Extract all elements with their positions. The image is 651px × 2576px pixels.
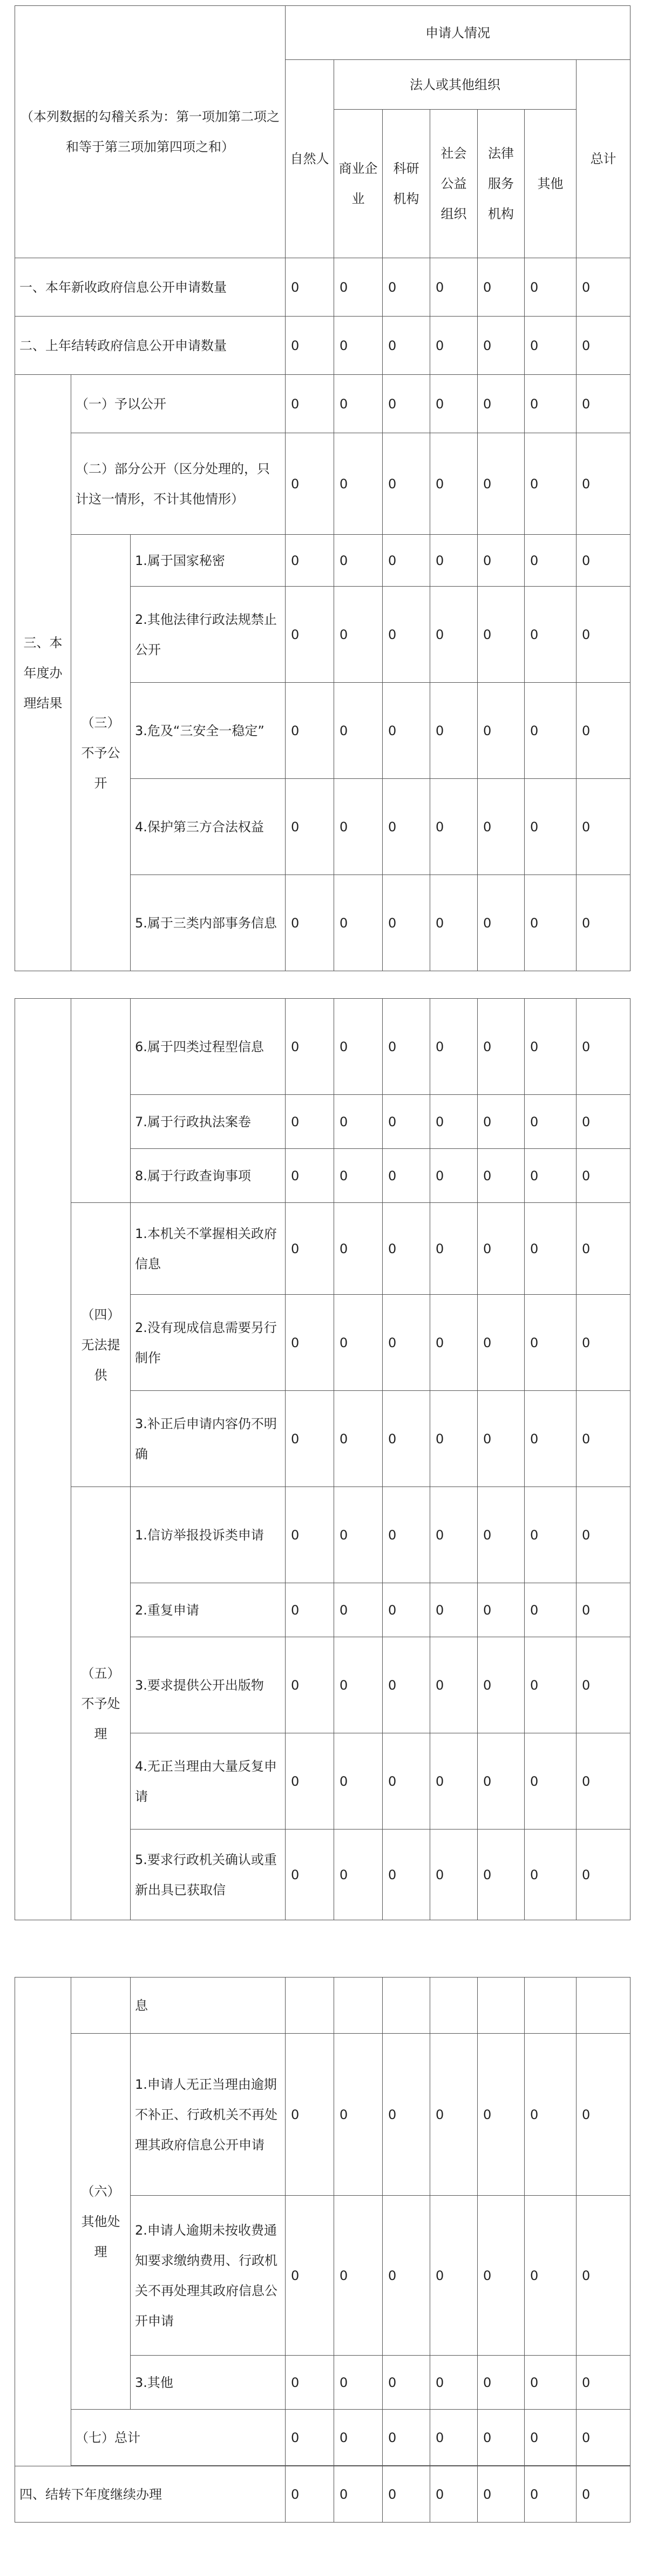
cell-value: 0 [577, 1637, 630, 1733]
cell-value: 0 [430, 258, 478, 317]
cell-value: 0 [577, 258, 630, 317]
row-label-continuation: 息 [131, 1978, 286, 2034]
cell-value: 0 [383, 587, 430, 683]
cell-value: 0 [334, 1095, 383, 1149]
cell-value: 0 [577, 2410, 630, 2466]
cell-value: 0 [525, 1733, 577, 1830]
cell-value: 0 [478, 1095, 525, 1149]
group-continuation [71, 1978, 131, 2034]
cell-blank [525, 1978, 577, 2034]
group-label: （五）不予处理 [71, 1487, 131, 1920]
cell-value: 0 [525, 2410, 577, 2466]
cell-value: 0 [286, 2196, 334, 2356]
row-label: （二）部分公开（区分处理的，只计这一情形，不计其他情形） [71, 433, 286, 535]
cell-value: 0 [383, 999, 430, 1095]
cell-value: 0 [577, 433, 630, 535]
cell-value: 0 [383, 2356, 430, 2410]
cell-value: 0 [525, 2196, 577, 2356]
cell-value: 0 [525, 433, 577, 535]
cell-value: 0 [430, 317, 478, 375]
cell-value: 0 [286, 875, 334, 971]
cell-value: 0 [577, 1733, 630, 1830]
cell-value: 0 [383, 1295, 430, 1391]
cell-value: 0 [383, 1391, 430, 1487]
cell-value: 0 [430, 1733, 478, 1830]
cell-value: 0 [525, 875, 577, 971]
cell-value: 0 [478, 2356, 525, 2410]
cell-value: 0 [383, 1487, 430, 1583]
cell-value: 0 [478, 2466, 525, 2523]
cell-value: 0 [478, 1149, 525, 1203]
cell-value: 0 [525, 1583, 577, 1637]
cell-value: 0 [430, 2410, 478, 2466]
cell-value: 0 [383, 433, 430, 535]
cell-value: 0 [383, 1203, 430, 1295]
cell-value: 0 [334, 258, 383, 317]
cell-value: 0 [334, 535, 383, 587]
cell-value: 0 [334, 1637, 383, 1733]
cell-value: 0 [478, 1733, 525, 1830]
cell-value: 0 [286, 999, 334, 1095]
cell-value: 0 [525, 375, 577, 433]
cell-value: 0 [334, 1295, 383, 1391]
cell-value: 0 [383, 1583, 430, 1637]
cell-value: 0 [478, 1203, 525, 1295]
cell-value: 0 [430, 375, 478, 433]
cell-value: 0 [286, 1391, 334, 1487]
cell-value: 0 [478, 1583, 525, 1637]
group-continuation [71, 999, 131, 1203]
header-research: 科研机构 [383, 110, 430, 258]
row-label: 8.属于行政查询事项 [131, 1149, 286, 1203]
cell-value: 0 [334, 1203, 383, 1295]
cell-value: 0 [430, 2356, 478, 2410]
cell-value: 0 [286, 2410, 334, 2466]
cell-value: 0 [430, 683, 478, 779]
row-label: （七）总计 [71, 2410, 286, 2466]
cell-value: 0 [334, 1830, 383, 1920]
cell-value: 0 [525, 535, 577, 587]
header-other: 其他 [525, 110, 577, 258]
cell-value: 0 [286, 779, 334, 875]
cell-value: 0 [525, 1203, 577, 1295]
row-label: （一）予以公开 [71, 375, 286, 433]
row-label: 1.本机关不掌握相关政府信息 [131, 1203, 286, 1295]
cell-value: 0 [334, 1149, 383, 1203]
row-label: 4.保护第三方合法权益 [131, 779, 286, 875]
cell-value: 0 [577, 2034, 630, 2196]
cell-blank [334, 1978, 383, 2034]
cell-value: 0 [383, 875, 430, 971]
group-label: （三）不予公开 [71, 535, 131, 971]
cell-value: 0 [577, 1203, 630, 1295]
cell-value: 0 [286, 1733, 334, 1830]
cell-value: 0 [430, 2196, 478, 2356]
cell-value: 0 [286, 1149, 334, 1203]
section-continuation [15, 999, 71, 1920]
cell-value: 0 [383, 683, 430, 779]
header-natural-person: 自然人 [286, 60, 334, 258]
group-label: （六）其他处理 [71, 2034, 131, 2410]
cell-value: 0 [430, 1203, 478, 1295]
cell-value: 0 [430, 999, 478, 1095]
cell-value: 0 [286, 1637, 334, 1733]
cell-value: 0 [577, 2196, 630, 2356]
cell-value: 0 [383, 375, 430, 433]
row-label: 2.重复申请 [131, 1583, 286, 1637]
row-label: 3.要求提供公开出版物 [131, 1637, 286, 1733]
cell-value: 0 [525, 1295, 577, 1391]
cell-value: 0 [478, 587, 525, 683]
row-label: 1.属于国家秘密 [131, 535, 286, 587]
cell-value: 0 [478, 258, 525, 317]
cell-value: 0 [334, 1733, 383, 1830]
cell-value: 0 [525, 1095, 577, 1149]
cell-value: 0 [334, 2034, 383, 2196]
cell-value: 0 [577, 999, 630, 1095]
cell-value: 0 [478, 2410, 525, 2466]
cell-value: 0 [478, 999, 525, 1095]
cell-value: 0 [577, 779, 630, 875]
cell-value: 0 [334, 1487, 383, 1583]
cell-value: 0 [525, 1391, 577, 1487]
cell-value: 0 [430, 1830, 478, 1920]
cell-value: 0 [577, 875, 630, 971]
cell-value: 0 [577, 375, 630, 433]
header-total: 总计 [577, 60, 630, 258]
cell-value: 0 [525, 317, 577, 375]
cell-value: 0 [430, 2034, 478, 2196]
cell-value: 0 [525, 683, 577, 779]
section-continuation [15, 1978, 71, 2466]
cell-value: 0 [478, 535, 525, 587]
row-label: 2.申请人逾期未按收费通知要求缴纳费用、行政机关不再处理其政府信息公开申请 [131, 2196, 286, 2356]
cell-value: 0 [286, 1487, 334, 1583]
cell-value: 0 [478, 683, 525, 779]
cell-value: 0 [478, 2034, 525, 2196]
cell-value: 0 [383, 1149, 430, 1203]
cell-value: 0 [478, 375, 525, 433]
cell-value: 0 [383, 1733, 430, 1830]
row-label: 2.没有现成信息需要另行制作 [131, 1295, 286, 1391]
cell-blank [430, 1978, 478, 2034]
row-label: 6.属于四类过程型信息 [131, 999, 286, 1095]
row-label: 4.无正当理由大量反复申请 [131, 1733, 286, 1830]
row-label: 一、本年新收政府信息公开申请数量 [15, 258, 286, 317]
cell-value: 0 [577, 2356, 630, 2410]
cell-value: 0 [478, 433, 525, 535]
cell-value: 0 [334, 2356, 383, 2410]
cell-value: 0 [525, 1637, 577, 1733]
cell-value: 0 [525, 779, 577, 875]
cell-value: 0 [430, 1391, 478, 1487]
cell-value: 0 [577, 1095, 630, 1149]
cell-value: 0 [383, 1095, 430, 1149]
cell-value: 0 [577, 2466, 630, 2523]
cell-value: 0 [525, 2356, 577, 2410]
cell-value: 0 [286, 2356, 334, 2410]
cell-blank [577, 1978, 630, 2034]
cell-value: 0 [430, 587, 478, 683]
cell-value: 0 [286, 587, 334, 683]
row-label: 2.其他法律行政法规禁止公开 [131, 587, 286, 683]
cell-value: 0 [286, 1830, 334, 1920]
table-page-3 [15, 1977, 630, 2523]
cell-value: 0 [286, 2466, 334, 2523]
cell-value: 0 [286, 433, 334, 535]
cell-value: 0 [525, 1487, 577, 1583]
header-note: （本列数据的勾稽关系为：第一项加第二项之和等于第三项加第四项之和） [15, 6, 286, 258]
cell-value: 0 [525, 587, 577, 683]
group-label: （四）无法提供 [71, 1203, 131, 1487]
header-applicant-status: 申请人情况 [286, 6, 630, 60]
cell-value: 0 [525, 2466, 577, 2523]
cell-value: 0 [286, 1095, 334, 1149]
cell-value: 0 [577, 683, 630, 779]
cell-value: 0 [577, 1295, 630, 1391]
cell-value: 0 [577, 1487, 630, 1583]
row-label: 3.其他 [131, 2356, 286, 2410]
row-label: 3.补正后申请内容仍不明确 [131, 1391, 286, 1487]
row-label: 二、上年结转政府信息公开申请数量 [15, 317, 286, 375]
cell-value: 0 [334, 1391, 383, 1487]
cell-value: 0 [383, 2410, 430, 2466]
cell-value: 0 [286, 1203, 334, 1295]
header-social-welfare: 社会公益组织 [430, 110, 478, 258]
cell-value: 0 [334, 2410, 383, 2466]
cell-value: 0 [383, 317, 430, 375]
cell-value: 0 [334, 2466, 383, 2523]
cell-value: 0 [478, 1295, 525, 1391]
cell-value: 0 [334, 999, 383, 1095]
cell-value: 0 [577, 1583, 630, 1637]
cell-value: 0 [478, 875, 525, 971]
cell-value: 0 [430, 433, 478, 535]
cell-value: 0 [334, 375, 383, 433]
row-label: 1.申请人无正当理由逾期不补正、行政机关不再处理其政府信息公开申请 [131, 2034, 286, 2196]
cell-value: 0 [430, 2466, 478, 2523]
table-page-2 [15, 998, 630, 1920]
cell-value: 0 [577, 587, 630, 683]
cell-value: 0 [430, 1583, 478, 1637]
cell-value: 0 [383, 535, 430, 587]
cell-value: 0 [286, 317, 334, 375]
cell-value: 0 [478, 2196, 525, 2356]
cell-value: 0 [430, 535, 478, 587]
row-label: 5.要求行政机关确认或重新出具已获取信 [131, 1830, 286, 1920]
cell-value: 0 [430, 875, 478, 971]
row-label: 四、结转下年度继续办理 [15, 2466, 286, 2523]
cell-blank [286, 1978, 334, 2034]
header-legal-other: 法人或其他组织 [334, 60, 577, 110]
cell-value: 0 [383, 1830, 430, 1920]
cell-value: 0 [478, 1487, 525, 1583]
cell-value: 0 [525, 258, 577, 317]
cell-value: 0 [525, 2034, 577, 2196]
header-legal-service: 法律服务机构 [478, 110, 525, 258]
cell-value: 0 [286, 1295, 334, 1391]
cell-value: 0 [334, 433, 383, 535]
cell-value: 0 [286, 258, 334, 317]
cell-value: 0 [577, 1149, 630, 1203]
cell-value: 0 [383, 2196, 430, 2356]
cell-value: 0 [383, 1637, 430, 1733]
cell-value: 0 [478, 779, 525, 875]
cell-value: 0 [334, 875, 383, 971]
cell-value: 0 [525, 1830, 577, 1920]
cell-value: 0 [430, 1149, 478, 1203]
cell-value: 0 [334, 779, 383, 875]
cell-value: 0 [383, 258, 430, 317]
cell-blank [383, 1978, 430, 2034]
cell-value: 0 [383, 779, 430, 875]
cell-value: 0 [577, 535, 630, 587]
cell-value: 0 [334, 683, 383, 779]
cell-blank [478, 1978, 525, 2034]
cell-value: 0 [286, 375, 334, 433]
cell-value: 0 [286, 683, 334, 779]
cell-value: 0 [478, 317, 525, 375]
cell-value: 0 [430, 1637, 478, 1733]
cell-value: 0 [383, 2466, 430, 2523]
cell-value: 0 [334, 587, 383, 683]
cell-value: 0 [577, 1830, 630, 1920]
cell-value: 0 [430, 1295, 478, 1391]
cell-value: 0 [478, 1637, 525, 1733]
row-label: 1.信访举报投诉类申请 [131, 1487, 286, 1583]
cell-value: 0 [334, 2196, 383, 2356]
row-label: 7.属于行政执法案卷 [131, 1095, 286, 1149]
cell-value: 0 [430, 1095, 478, 1149]
table-page-1 [15, 5, 630, 971]
row-label: 3.危及“三安全一稳定” [131, 683, 286, 779]
cell-value: 0 [478, 1830, 525, 1920]
cell-value: 0 [334, 317, 383, 375]
cell-value: 0 [286, 2034, 334, 2196]
cell-value: 0 [577, 1391, 630, 1487]
cell-value: 0 [383, 2034, 430, 2196]
cell-value: 0 [478, 1391, 525, 1487]
cell-value: 0 [286, 535, 334, 587]
cell-value: 0 [525, 999, 577, 1095]
section-label: 三、本年度办理结果 [15, 375, 71, 971]
cell-value: 0 [525, 1149, 577, 1203]
cell-value: 0 [430, 779, 478, 875]
cell-value: 0 [334, 1583, 383, 1637]
cell-value: 0 [577, 317, 630, 375]
cell-value: 0 [286, 1583, 334, 1637]
row-label: 5.属于三类内部事务信息 [131, 875, 286, 971]
header-commercial: 商业企业 [334, 110, 383, 258]
cell-value: 0 [430, 1487, 478, 1583]
